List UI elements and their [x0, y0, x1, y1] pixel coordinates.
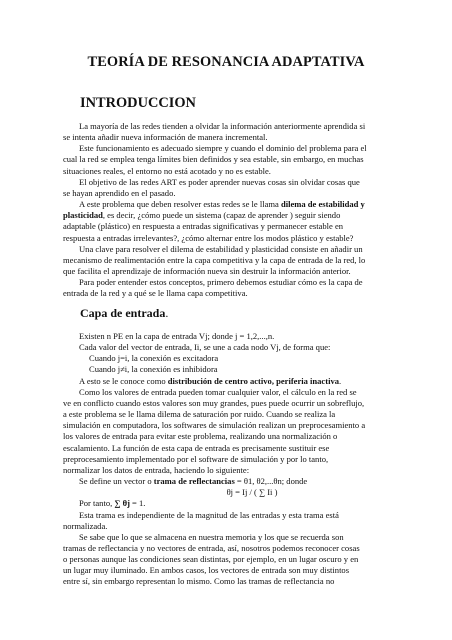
- section-paragraph: Se sabe que lo que se almacena en nuestra memoria y los que se recuerda son tramas de reflectancia y no vectores de entrada, así, nosotros podemos reconocer cosas o personas aunque las condiciones sean distintas, por ejemplo, en un lugar oscuro y en un lugar muy iluminado. En ambos casos, los vectores de entrada son muy distintos entre sí, sin embargo representan lo mismo. Como las tramas de reflectancia no: [63, 531, 360, 587]
- section-paragraph: Esta trama es independiente de la magnitud de las entradas y esta trama está normalizada.: [63, 509, 339, 531]
- document-title: TEORÍA DE RESONANCIA ADAPTATIVA: [87, 54, 365, 70]
- section-line: Por tanto, ∑ θj = 1.: [79, 498, 146, 509]
- intro-body: [63, 121, 395, 300]
- intro-paragraph: A este problema que deben resolver estas redes se le llama dilema de estabilidad y plasticidad, es decir, ¿cómo puede un sistema (capaz de aprender ) seguir siendo adaptable (plástico) en respuesta a entradas significativas y permanecer estable en respuesta a entradas irrelevantes?, ¿cómo alternar entre los modos plástico y estable?: [63, 199, 365, 243]
- section-line: Cuando j=i, la conexión es excitadora: [89, 353, 219, 364]
- intro-paragraph: El objetivo de las redes ART es poder aprender nuevas cosas sin olvidar cosas que se hayan aprendido en el pasado.: [63, 176, 360, 198]
- section-line: A esto se le conoce como distribución de centro activo, periferia inactiva.: [79, 375, 342, 386]
- intro-paragraph: La mayoría de las redes tienden a olvidar la información anteriormente aprendida si se intenta añadir nueva información de manera incremental.: [63, 121, 366, 143]
- section-line: Cada valor del vector de entrada, Ii, se une a cada nodo Vj, de forma que:: [79, 342, 331, 353]
- intro-paragraph: Una clave para resolver el dilema de estabilidad y plasticidad consiste en añadir un mecanismo de realimentación entre la capa competitiva y la capa de entrada de la red, lo que facilita el aprendizaje de información nueva sin destruir la información anterior.: [63, 243, 366, 277]
- section-line: Cuando j≠i, la conexión es inhibidora: [89, 364, 218, 375]
- intro-paragraph: Para poder entender estos conceptos, primero debemos estudiar cómo es la capa de entrada de la red y a qué se le llama capa competitiva.: [63, 277, 363, 299]
- section-heading: Capa de entrada.: [80, 306, 169, 320]
- section-body: [63, 331, 395, 588]
- formula: θj = Ij / ( ∑ Ii ): [226, 487, 278, 498]
- intro-paragraph: Este funcionamiento es adecuado siempre y cuando el dominio del problema para el cual la red se emplea tenga límites bien definidos y sea estable, sin embargo, en muchas situaciones reales, el entorno no está acotado y no es estable.: [63, 143, 367, 176]
- section-line: Se define un vector o trama de reflectancias = θ1, θ2,...θn; donde: [79, 476, 308, 487]
- intro-heading: INTRODUCCION: [80, 95, 196, 111]
- section-line: Existen n PE en la capa de entrada Vj; donde j = 1,2,...,n.: [79, 331, 275, 341]
- section-paragraph: Como los valores de entrada pueden tomar cualquier valor, el cálculo en la red se ve en conflicto cuando estos valores son muy grandes, pues puede ocurrir un sobreflujo, a este problema se le llama dilema de saturación por ruido. Cuando se realiza la simulación en computadora, los softwares de simulación realizan un preprocesamiento a los valores de entrada para evitar este problema, realizando una normalización o escalamiento. La función de esta capa de entrada es precisamente sustituir ese preprocesamiento implementado por el software de simulación y por lo tanto, normalizar los datos de entrada, haciendo lo siguiente:: [63, 386, 366, 475]
